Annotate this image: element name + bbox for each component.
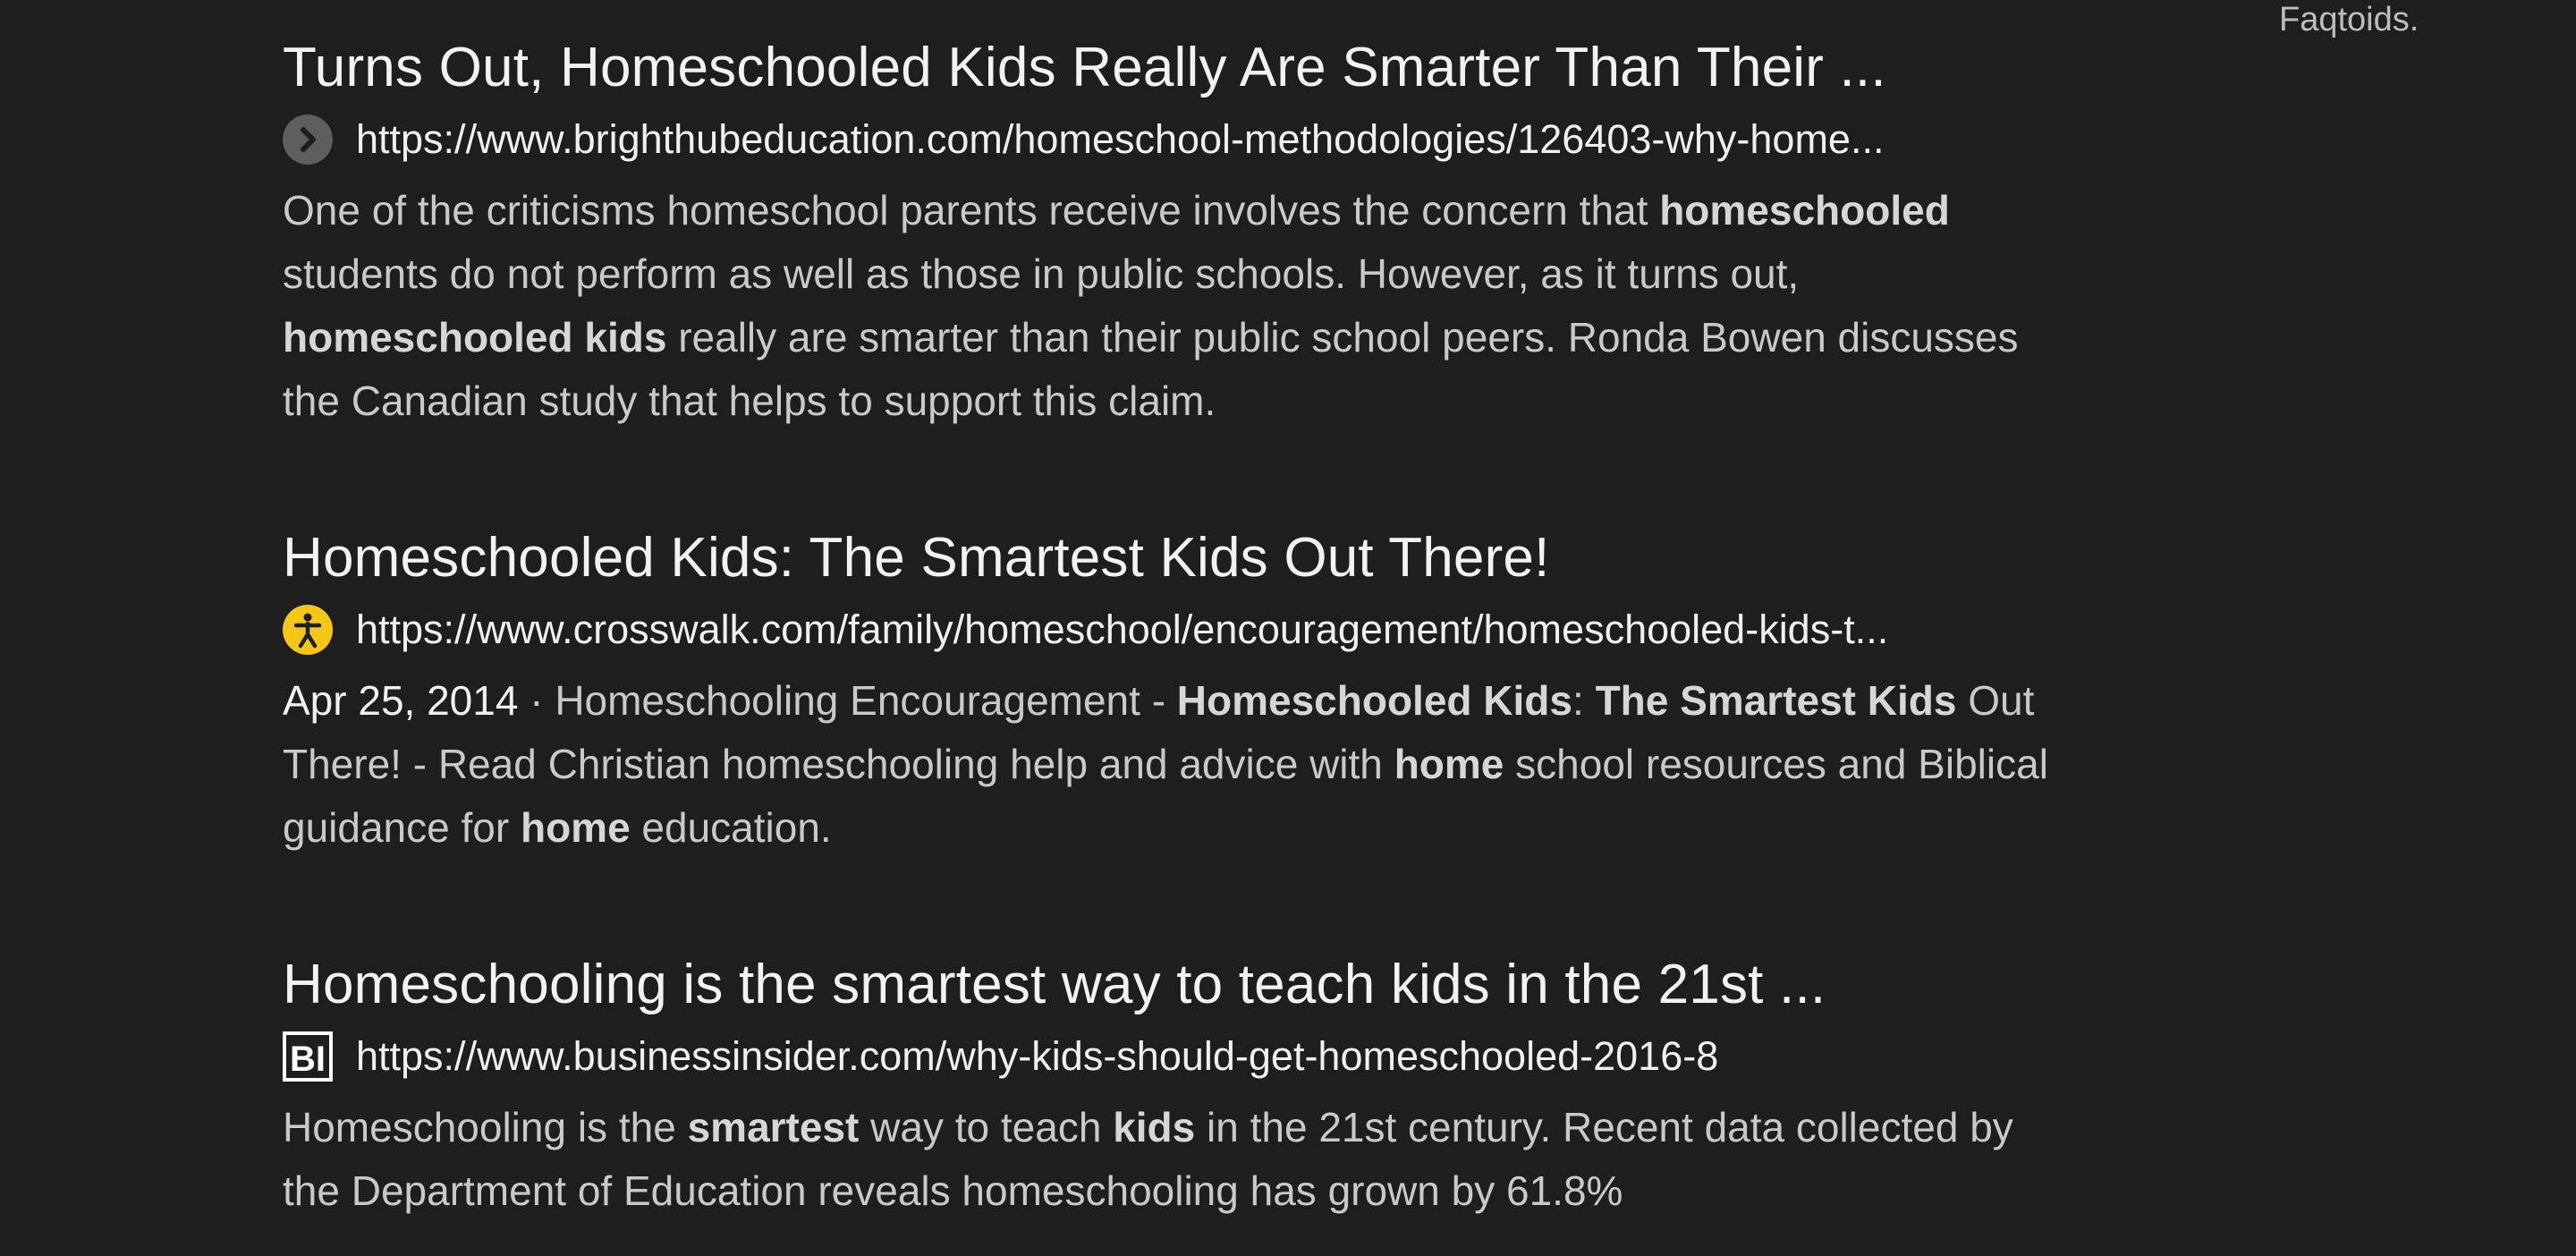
snippet-text: Out There! - Read Christian homeschooling help and advice with	[283, 677, 2035, 787]
sidebar-note: Faqtoids.	[2279, 1, 2419, 38]
result-title-link[interactable]: Homeschooling is the smartest way to teach kids in the 21st ...	[283, 954, 1826, 1015]
snippet-text: education.	[630, 804, 832, 851]
result-snippet	[283, 179, 2080, 433]
snippet-text: One of the criticisms homeschool parents receive involves the concern that	[283, 187, 1660, 233]
result-date: Apr 25, 2014	[283, 677, 519, 724]
search-result	[283, 951, 2080, 1223]
chevron-right-icon	[283, 115, 333, 165]
date-separator: ·	[530, 677, 555, 724]
snippet-highlight: Homeschooled Kids	[1176, 677, 1572, 724]
crosswalk-person-icon	[283, 605, 333, 655]
snippet-text: in the 21st century. Recent data collected by the Department of Education reveals homeschooling has grown by 61.8%	[283, 1104, 2013, 1214]
snippet-highlight: smartest	[687, 1104, 860, 1150]
result-title-link[interactable]: Homeschooled Kids: The Smartest Kids Out There!	[283, 527, 1550, 589]
snippet-text: Homeschooling is the	[283, 1104, 688, 1150]
snippet-highlight: homeschooled kids	[283, 314, 667, 361]
snippet-text: :	[1572, 677, 1596, 724]
search-result	[283, 34, 2080, 433]
search-results	[283, 34, 2080, 1223]
result-url-row	[283, 113, 2080, 166]
snippet-highlight: homeschooled	[1659, 187, 1950, 233]
result-url-row	[283, 1030, 2080, 1083]
svg-text:BI: BI	[290, 1040, 326, 1079]
snippet-highlight: home	[520, 804, 631, 851]
result-url-link[interactable]: https://www.businessinsider.com/why-kids-should-get-homeschooled-2016-8	[356, 1033, 1719, 1079]
result-title-link[interactable]: Turns Out, Homeschooled Kids Really Are Smarter Than Their ...	[283, 37, 1886, 98]
search-result	[283, 524, 2080, 860]
snippet-highlight: The Smartest Kids	[1595, 677, 1957, 724]
snippet-highlight: kids	[1113, 1104, 1196, 1150]
result-snippet	[283, 669, 2080, 860]
result-url-link[interactable]: https://www.crosswalk.com/family/homeschool/encouragement/homeschooled-kids-t...	[356, 607, 1889, 652]
snippet-text: students do not perform as well as those in public schools. However, as it turns out,	[283, 250, 1800, 297]
snippet-text: way to teach	[859, 1104, 1114, 1150]
result-url-row	[283, 603, 2080, 657]
snippet-text: Homeschooling Encouragement -	[555, 677, 1177, 724]
snippet-text: really are smarter than their public school peers. Ronda Bowen discusses the Canadian study that helps to support this claim.	[283, 314, 2019, 424]
snippet-text: school resources and Biblical guidance for	[283, 741, 2048, 851]
result-url-link[interactable]: https://www.brighthubeducation.com/homeschool-methodologies/126403-why-home...	[356, 116, 1885, 162]
bi-logo-icon	[283, 1031, 333, 1082]
snippet-highlight: home	[1394, 741, 1504, 787]
result-snippet	[283, 1096, 2080, 1223]
